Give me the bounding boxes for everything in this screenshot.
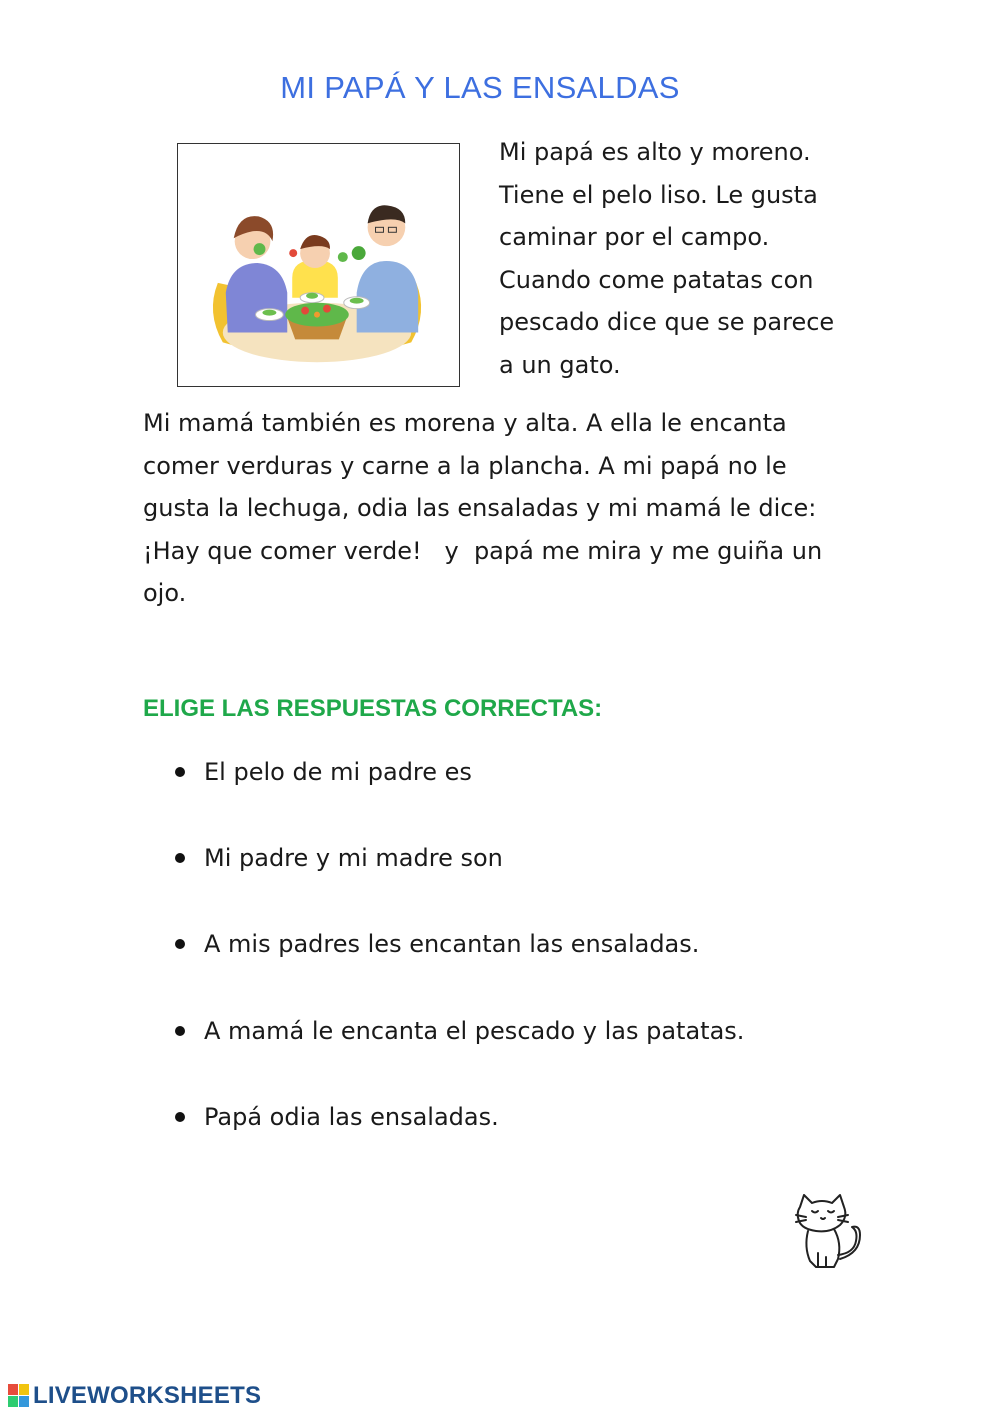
section-title: ELIGE LAS RESPUESTAS CORRECTAS: <box>143 695 603 722</box>
paragraph-line: comer verduras y carne a la plancha. A mi papá no le <box>143 451 787 480</box>
question-item <box>175 924 699 964</box>
question-item <box>175 752 472 792</box>
intro-line: a un gato. <box>499 350 621 379</box>
intro-line: pescado dice que se parece <box>499 308 835 336</box>
intro-line: Mi papá es alto y moreno. <box>499 138 811 166</box>
smiling-cat-icon <box>790 1185 870 1277</box>
paragraph-line: ¡Hay que comer verde! y papá me mira y me guiña un <box>143 536 823 565</box>
paragraph-line: ojo. <box>143 579 187 607</box>
intro-line: Tiene el pelo liso. Le gusta <box>499 180 818 209</box>
liveworksheets-logo <box>8 1382 261 1410</box>
question-text: A mamá le encanta el pescado y las patatas. <box>204 1017 745 1045</box>
logo-blocks-icon <box>8 1384 30 1408</box>
question-text: Papá odia las ensaladas. <box>204 1103 499 1131</box>
story-paragraph <box>143 402 863 615</box>
question-text: Mi padre y mi madre son <box>204 844 503 872</box>
question-text: El pelo de mi padre es <box>204 758 472 786</box>
question-item <box>175 838 503 878</box>
bullet-icon <box>175 767 185 777</box>
bullet-icon <box>175 939 185 949</box>
intro-line: Cuando come patatas con <box>499 265 814 294</box>
question-item <box>175 1011 744 1051</box>
intro-text <box>499 131 919 386</box>
question-item <box>175 1097 499 1137</box>
paragraph-line: Mi mamá también es morena y alta. A ella le encanta <box>143 409 787 437</box>
intro-line: caminar por el campo. <box>499 223 770 251</box>
bullet-icon <box>175 1112 185 1122</box>
logo-text: LIVEWORKSHEETS <box>33 1382 262 1409</box>
page-title: MI PAPÁ Y LAS ENSALDAS <box>280 70 680 105</box>
paragraph-line: gusta la lechuga, odia las ensaladas y mi mamá le dice: <box>143 494 817 522</box>
question-text: A mis padres les encantan las ensaladas. <box>204 930 700 958</box>
family-eating-salad-illustration <box>177 143 460 387</box>
bullet-icon <box>175 1026 185 1036</box>
bullet-icon <box>175 853 185 863</box>
